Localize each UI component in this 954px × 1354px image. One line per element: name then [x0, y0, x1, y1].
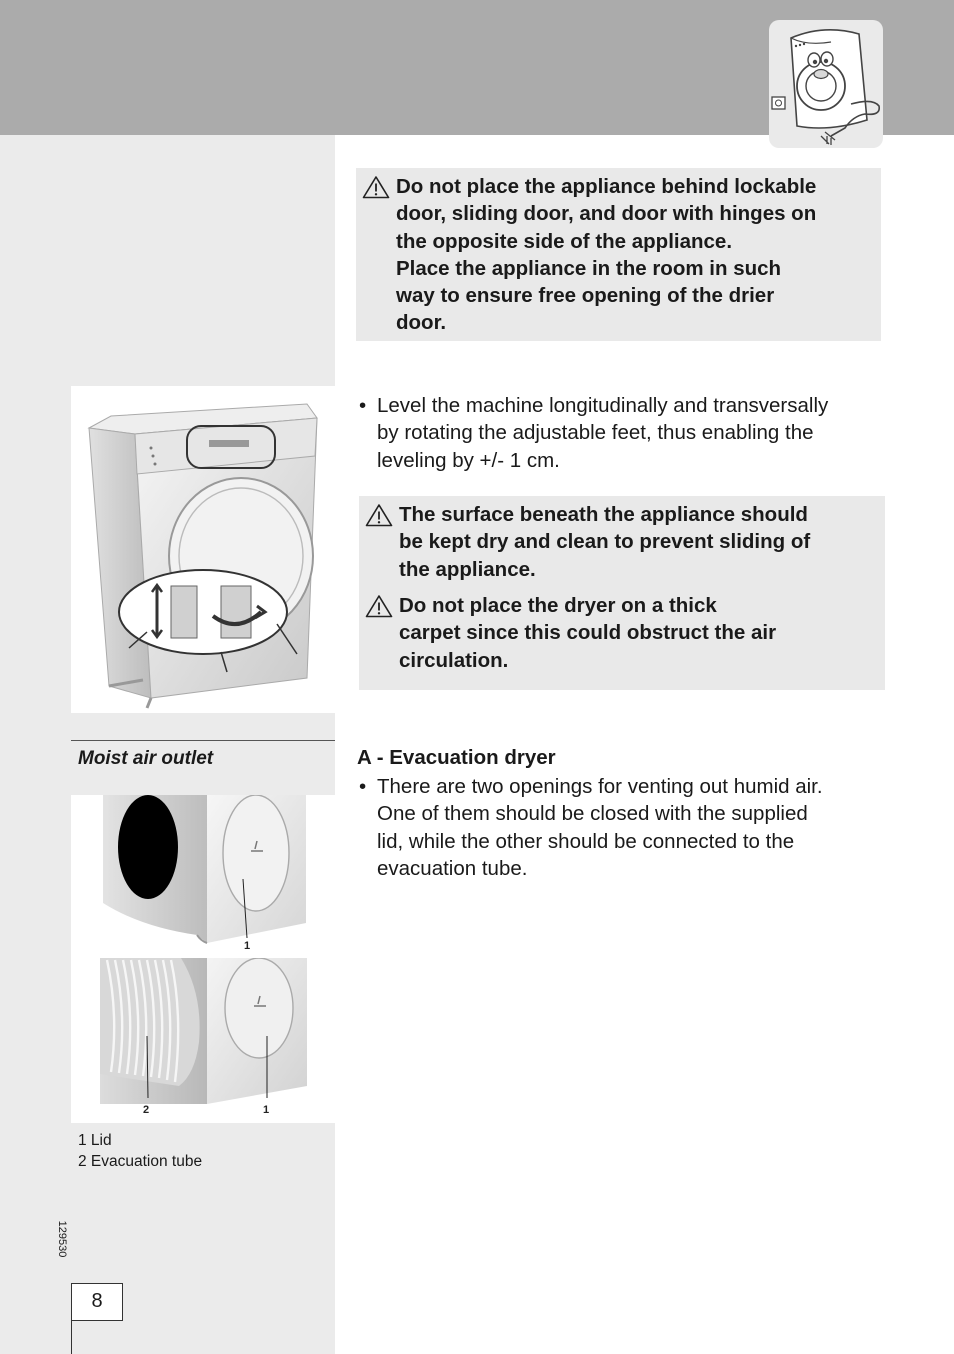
warning-triangle-icon [365, 594, 393, 618]
legend-item: 1 Lid [78, 1132, 112, 1149]
paragraph-line: Level the machine longitudinally and transversally [377, 394, 829, 417]
leveling-bullet [357, 392, 897, 474]
moist-air-caption: Moist air outlet [78, 748, 214, 769]
page-rule [71, 1320, 72, 1354]
paragraph-line: There are two openings for venting out humid air. [377, 775, 823, 798]
paragraph-line: leveling by +/- 1 cm. [377, 448, 560, 472]
warning-line: Do not place the dryer on a thick [399, 594, 717, 617]
moist-air-figure [71, 795, 335, 1123]
legend-item: 2 Evacuation tube [78, 1153, 203, 1170]
warning-line: circulation. [399, 648, 509, 672]
outlet-tube-illustration [71, 958, 335, 1123]
bullet-mark: • [359, 394, 367, 417]
warning-line: The surface beneath the appliance should [399, 503, 808, 526]
paragraph-line: One of them should be closed with the supplied [377, 802, 808, 826]
warning-line: be kept dry and clean to prevent sliding of [399, 530, 811, 554]
figure-legend [78, 1130, 202, 1172]
warning-placement [356, 173, 916, 337]
page-number-box [71, 1283, 123, 1321]
paragraph-line: by rotating the adjustable feet, thus enabling the [377, 421, 814, 445]
warning-line: way to ensure free opening of the drier [396, 284, 775, 308]
warning-box-surface [359, 496, 885, 690]
bullet-mark: • [359, 775, 367, 798]
paragraph-line: evacuation tube. [377, 856, 528, 880]
warning-carpet [359, 592, 919, 674]
callout-number: 1 [244, 940, 251, 952]
caption-rule [71, 740, 335, 741]
warning-line: carpet since this could obstruct the air [399, 621, 777, 645]
page-number: 8 [91, 1290, 103, 1312]
callout-number: 1 [263, 1104, 270, 1116]
callout-number: 2 [143, 1104, 150, 1116]
dryer-illustration [71, 386, 335, 713]
leveling-paragraph [357, 392, 897, 474]
evacuation-heading: A - Evacuation dryer [357, 746, 556, 769]
warning-line: the appliance. [399, 557, 536, 581]
warning-surface [359, 501, 919, 583]
warning-line: the opposite side of the appliance. [396, 229, 733, 253]
warning-line: door. [396, 311, 447, 335]
dryer-mascot-icon [769, 20, 883, 148]
warning-line: door, sliding door, and door with hinges on [396, 202, 817, 226]
mascot-panel [769, 20, 883, 148]
warning-line: Do not place the appliance behind lockable [396, 175, 817, 198]
outlet-lid-illustration [71, 795, 335, 955]
evacuation-paragraph [357, 773, 902, 882]
paragraph-line: lid, while the other should be connected to the [377, 829, 795, 853]
dryer-leveling-figure [71, 386, 335, 713]
evacuation-bullet [357, 773, 902, 882]
warning-triangle-icon [362, 175, 390, 199]
warning-box-placement [356, 168, 881, 341]
warning-line: Place the appliance in the room in such [396, 256, 782, 280]
document-code: 129530 [56, 1220, 68, 1258]
warning-triangle-icon [365, 503, 393, 527]
